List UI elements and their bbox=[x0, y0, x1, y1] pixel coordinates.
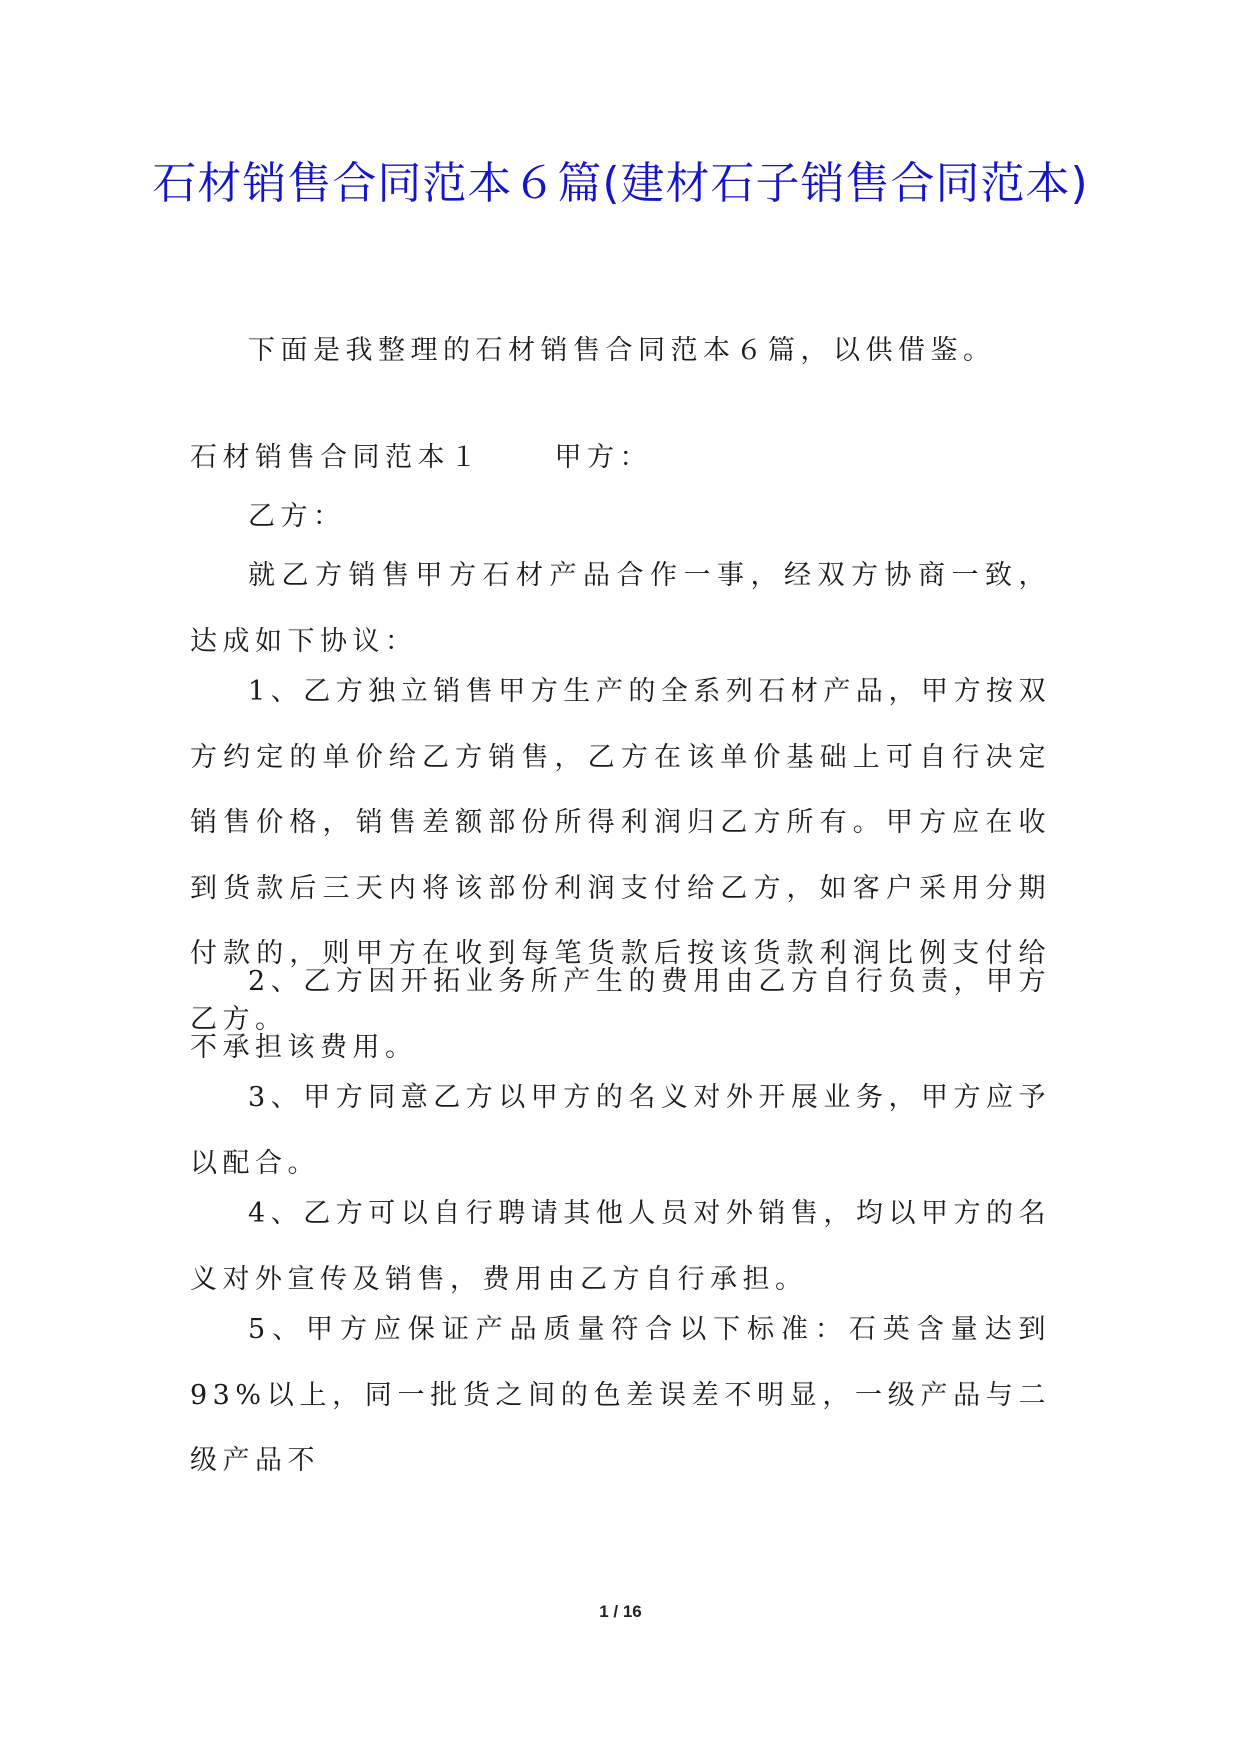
clause-5: 5、甲方应保证产品质量符合以下标准：石英含量达到93%以上，同一批货之间的色差误差不明显，一级产品与二级产品不 bbox=[190, 1314, 1051, 1476]
intro-paragraph: 下面是我整理的石材销售合同范本６篇，以供借鉴。 bbox=[248, 335, 996, 366]
clause-3: 3、甲方同意乙方以甲方的名义对外开展业务，甲方应予以配合。 bbox=[190, 1082, 1051, 1179]
clause-1: 1、乙方独立销售甲方生产的全系列石材产品，甲方按双方约定的单价给乙方销售，乙方在该单价基础上可自行决定销售价格，销售差额部份所得利润归乙方所有。甲方应在收到货款后三天内将该部份利润支付给乙方，如客户采用分期付款的，则甲方在收到每笔货款后按该货款利润比例支付给乙方。 bbox=[190, 676, 1051, 1035]
party-b-label: 乙方： bbox=[248, 501, 346, 532]
preamble-paragraph: 就乙方销售甲方石材产品合作一事，经双方协商一致，达成如下协议： bbox=[190, 560, 1051, 657]
page-indicator: 1 / 16 bbox=[599, 1602, 642, 1621]
party-a-label: 甲方： bbox=[554, 442, 652, 473]
clause-2: 2、乙方因开拓业务所产生的费用由乙方自行负责，甲方不承担该费用。 bbox=[190, 966, 1051, 1063]
document-title: 石材销售合同范本６篇(建材石子销售合同范本) bbox=[152, 158, 1089, 209]
section-heading: 石材销售合同范本１ bbox=[190, 442, 483, 473]
clause-4: 4、乙方可以自行聘请其他人员对外销售，均以甲方的名义对外宣传及销售，费用由乙方自行承担。 bbox=[190, 1198, 1051, 1295]
section-heading-line bbox=[190, 425, 1051, 491]
